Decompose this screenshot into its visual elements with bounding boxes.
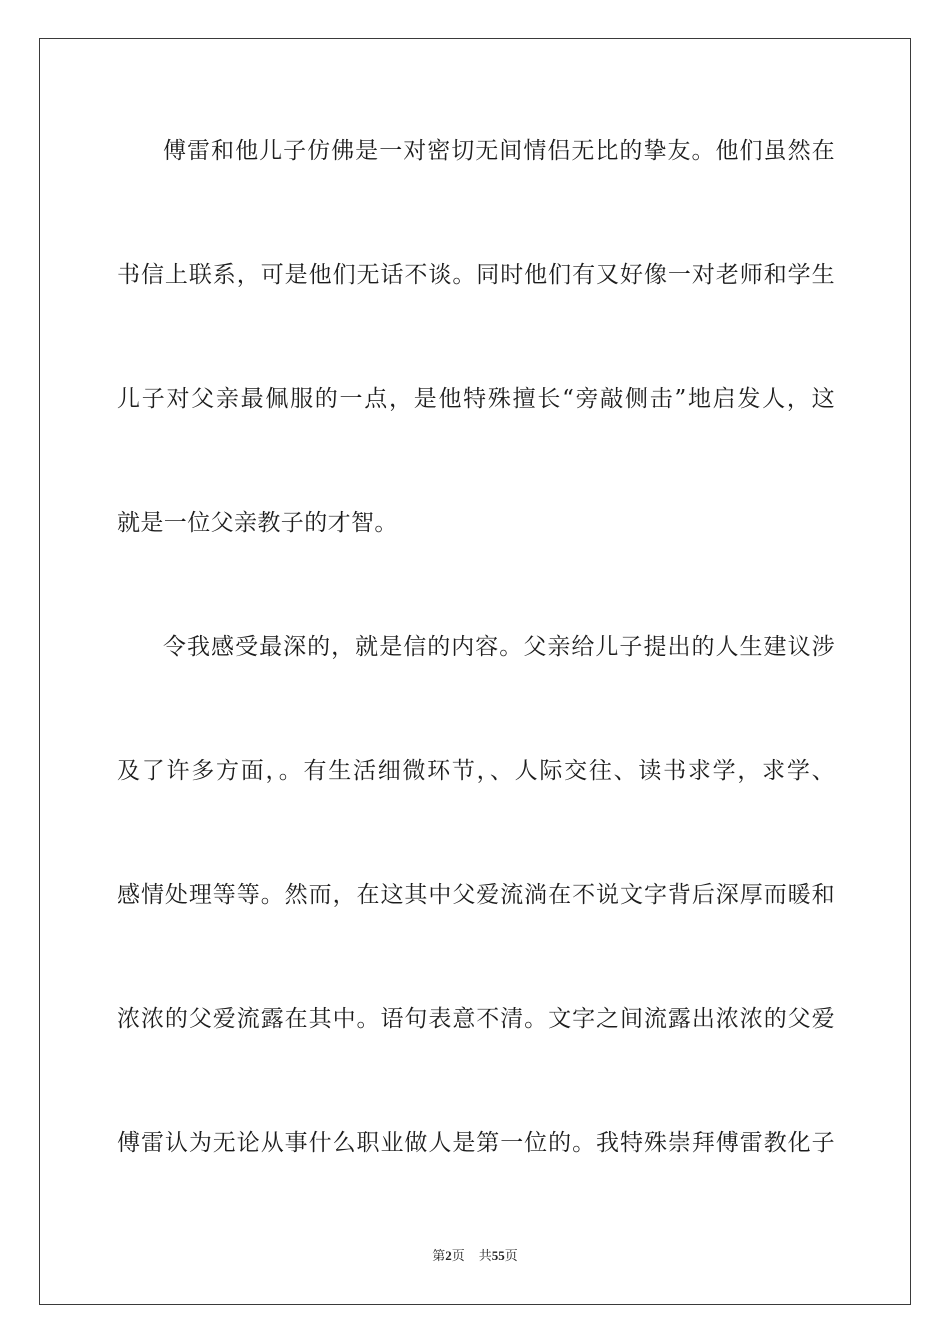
- text-line-7: 感情处理等等。然而，在这其中父爱流淌在不说文字背后深厚而暖和: [117, 882, 835, 908]
- text-line-3: 儿子对父亲最佩服的一点，是他特殊擅长“旁敲侧击”地启发人，这: [117, 386, 835, 412]
- text-line-9: 傅雷认为无论从事什么职业做人是第一位的。我特殊崇拜傅雷教化子: [117, 1130, 835, 1156]
- page-prefix: 第: [432, 1248, 446, 1263]
- text-line-8: 浓浓的父爱流露在其中。语句表意不清。文字之间流露出浓浓的父爱: [117, 1006, 835, 1032]
- text-line-6: 及了许多方面，。有生活细微环节，、人际交往、读书求学，求学、: [117, 758, 835, 784]
- text-line-2: 书信上联系，可是他们无话不谈。同时他们有又好像一对老师和学生: [117, 262, 835, 288]
- text-line-4: 就是一位父亲教子的才智。: [117, 510, 398, 536]
- total-pages: 55: [491, 1248, 505, 1263]
- text-line-5: 令我感受最深的，就是信的内容。父亲给儿子提出的人生建议涉: [163, 634, 835, 660]
- page-suffix: 页: [451, 1248, 465, 1263]
- page-number: 2: [445, 1248, 452, 1263]
- page-border: [39, 38, 911, 1305]
- text-line-1: 傅雷和他儿子仿佛是一对密切无间情侣无比的挚友。他们虽然在: [163, 138, 835, 164]
- total-prefix: 共: [478, 1248, 492, 1263]
- total-suffix: 页: [504, 1248, 518, 1263]
- page-footer: [0, 1247, 950, 1265]
